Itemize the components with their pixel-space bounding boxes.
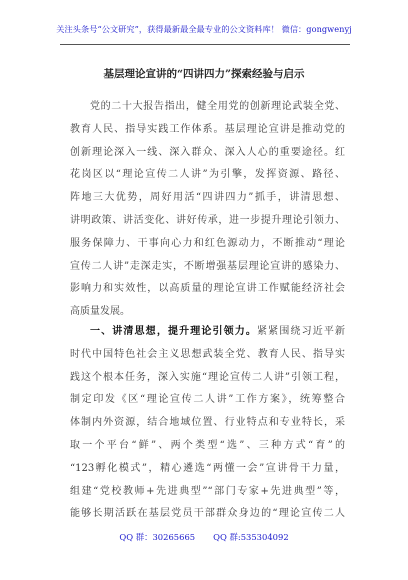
document-title: 基层理论宣讲的“四讲四力”探索经验与启示 [103, 68, 305, 80]
paragraph-line: 教育人民、指导实践工作体系。基层理论宣讲是推动党的 [70, 123, 345, 135]
header-promo-text: 关注头条号“公文研究”，获得最新最全最专业的公文资料库！ 微信：gongwenyj [56, 24, 352, 34]
paragraph-line: “123孵化模式”，精心遴选“两懂一会”宣讲骨干力量， [70, 462, 345, 474]
paragraph-line: 组建“党校教师+先进典型”“部门专家+先进典型”等， [70, 485, 345, 497]
section-text-start: 紧紧围绕习近平新 [257, 326, 346, 337]
paragraph-line: 时代中国特色社会主义思想武装全党、教育人民、指导实 [70, 348, 345, 360]
paragraph-line: 践这个根本任务，深入实施“理论宣传二人讲”引领工程， [70, 371, 345, 383]
paragraph-line: 党的二十大报告指出，健全用党的创新理论武装全党、 [90, 101, 345, 112]
section-heading-1: 一、讲清思想，提升理论引领力。 [90, 326, 258, 337]
paragraph-line: 阵地三大优势，周好用活“四讲四力”抓手，讲清思想、 [70, 192, 345, 204]
paragraph-intro [70, 96, 345, 324]
paragraph-line: 影响力和实效性，以高质量的理论宣讲工作赋能经济社会 [70, 283, 345, 295]
paragraph-line: 体制内外资源，结合地域位置、行业特点和专业特长，采 [70, 417, 345, 429]
paragraph-line: 花岗区以“理论宣传二人讲”为引擎，发挥资源、路径、 [70, 169, 345, 181]
paragraph-line: 服务保障力、干事向心力和红色源动力，不断推动“理论 [70, 237, 345, 249]
paragraph-line: 能够长期活跃在基层党员干部群众身边的“理论宣传二人 [70, 508, 345, 520]
paragraph-section-1 [70, 321, 345, 526]
paragraph-line: 高质量发展。 [70, 306, 130, 318]
paragraph-line: 取一个平台“鲜”、两个类型“选”、三种方式“育”的 [70, 439, 345, 451]
paragraph-line: 宣传二人讲”走深走实，不断增强基层理论宣讲的感染力、 [70, 260, 345, 272]
paragraph-line: 创新理论深入一线、深入群众、深入人心的重要途径。红 [70, 146, 345, 158]
paragraph-line: 讲明政策、讲活变化、讲好传承，进一步提升理论引领力、 [70, 214, 345, 226]
header-divider [60, 44, 350, 45]
footer-qq-group-2: QQ 群:535304092 [213, 532, 289, 542]
paragraph-line [70, 321, 345, 344]
paragraph-line: 制定印发《区“理论宣传二人讲”工作方案》，统筹整合 [70, 394, 345, 406]
footer-contact [0, 531, 408, 543]
footer-qq-group-1: QQ 群：30265665 [119, 532, 196, 542]
